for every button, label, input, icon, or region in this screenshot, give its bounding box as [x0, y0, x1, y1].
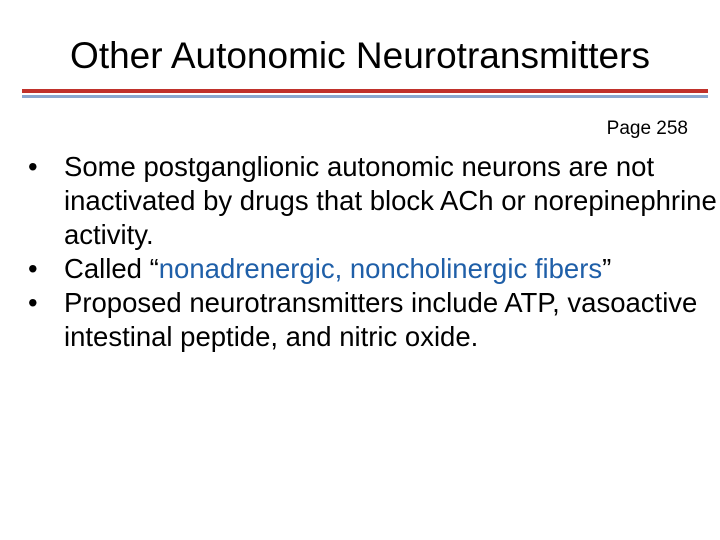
bullet-text: Proposed neurotransmitters include ATP, vasoactive intestinal peptide, and nitric oxide. [64, 287, 698, 352]
bullet-icon: • [28, 151, 38, 182]
bullet-text-prefix: Called “ [64, 253, 159, 284]
bullet-text: Some postganglionic autonomic neurons are not inactivated by drugs that block ACh or norepinephrine activity. [64, 151, 717, 250]
bullet-icon: • [28, 287, 38, 318]
slide-title: Other Autonomic Neurotransmitters [70, 35, 650, 76]
title-rule-red [22, 89, 708, 93]
title-rule-blue [22, 95, 708, 98]
highlighted-term: nonadrenergic, noncholinergic fibers [158, 253, 603, 284]
bullet-icon: • [28, 253, 38, 284]
bullet-item-3 [28, 286, 718, 354]
bullet-text-suffix: ” [602, 253, 612, 284]
bullet-item-1 [28, 150, 718, 252]
bullet-item-2 [28, 252, 718, 286]
bullet-list [28, 150, 718, 354]
page-reference: Page 258 [606, 118, 688, 139]
